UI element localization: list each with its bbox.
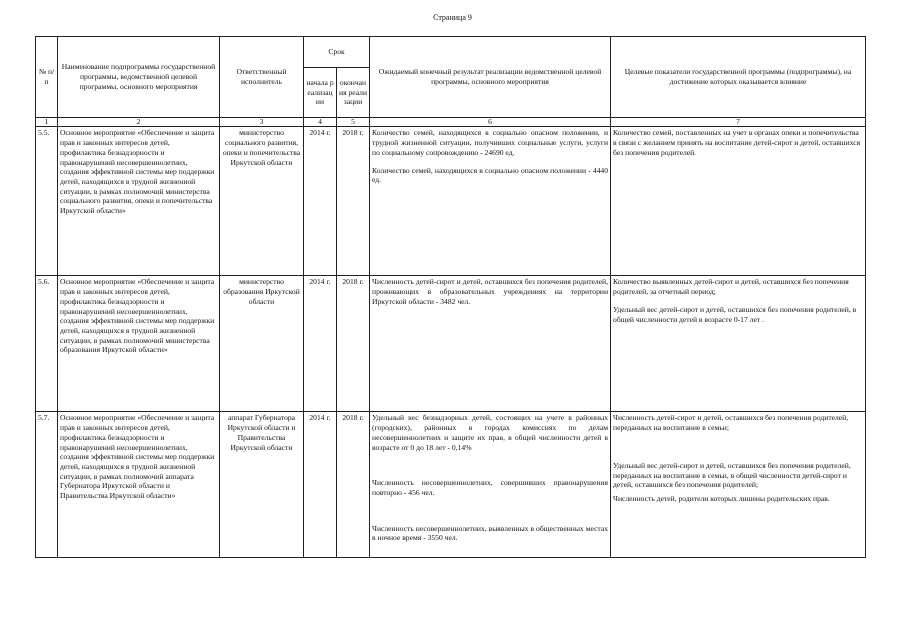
row-executor: министерство образования Иркутской области [220,276,304,412]
row-indicators [611,127,866,276]
row-result [370,412,611,558]
row-indicators [611,276,866,412]
row-name: Основное мероприятие «Обеспечение и защита прав и законных интересов детей, профилактика безнадзорности и правонарушений несовершеннолетних, создания эффективной системы мер поддержки детей, находящихся в трудной жизненной ситуации, в рамках полномочий министерства образования Иркутской области» [58,276,220,412]
row-executor: министерство социального развития, опеки и попечительства Иркутской области [220,127,304,276]
indicator-item: Количество выявленных детей-сирот и детей, оставшихся без попечения родителей, за отчетный период; [613,277,849,297]
row-number: 5.7. [36,412,58,558]
column-number-row [36,118,866,127]
indicator-item: Численность детей, родители которых лишены родительских прав. [613,493,830,503]
table-row [36,412,866,558]
header-start: начала реализации [304,68,337,118]
row-number: 5.6. [36,276,58,412]
header-row [36,37,866,68]
col-number: 4 [304,118,337,127]
header-end: окончания реализации [337,68,370,118]
indicator-item: Численность детей-сирот и детей, оставшихся без попечения родителей, переданных на воспитание в семьи; [613,413,849,433]
col-number: 5 [337,118,370,127]
result-item: Численность несовершеннолетних, выявленных в общественных местах в ночное время - 3550 чел. [372,523,609,543]
header-num: № п/п [36,37,58,118]
result-item: Количество семей, находящихся в социально опасном положении, и трудной жизненной ситуации, получивших социальные услуги, услуги по социальному сопровождению - 24690 ед. [372,128,609,157]
program-table [35,36,866,558]
row-start: 2014 г. [304,412,337,558]
row-name: Основное мероприятие «Обеспечение и защита прав и законных интересов детей, профилактика безнадзорности и правонарушений несовершеннолетних, создания эффективной системы мер поддержки детей, находящихся в трудной жизненной ситуации, в рамках полномочий аппарата Губернатора Иркутской области и Правительства Иркутской области» [58,412,220,558]
header-term: Срок [304,37,370,68]
row-indicators [611,412,866,558]
result-item: Численность несовершеннолетних, совершивших правонарушения повторно - 456 чел. [372,478,609,497]
result-item: Количество семей, находящихся в социально опасном положении - 4440 ед. [372,165,609,185]
row-end: 2018 г. [337,412,370,558]
indicator-item: Удельный вес детей-сирот и детей, оставшихся без попечения родителей, переданных на воспитание в семьи, в общей численности детей-сирот и детей, оставшихся без попечения родителей; [613,460,851,490]
result-item: Численность детей-сирот и детей, оставшихся без попечения родителей, проживающих в образовательных учреждениях на территории Иркутской области - 3482 чел. [372,277,609,306]
header-name: Наименование подпрограммы государственной программы, ведомственной целевой программы, основного мероприятия [58,37,220,118]
col-number: 3 [220,118,304,127]
row-result [370,276,611,412]
col-number: 7 [611,118,866,127]
table-row [36,127,866,276]
row-end: 2018 г. [337,276,370,412]
row-start: 2014 г. [304,276,337,412]
row-name: Основное мероприятие «Обеспечение и защита прав и законных интересов детей, профилактика безнадзорности и правонарушений несовершеннолетних, создания эффективной системы мер поддержки детей, находящихся в трудной жизненной ситуации, в рамках полномочий министерства социального развития, опеки и попечительства Иркутской области» [58,127,220,276]
indicator-item: Удельный вес детей-сирот и детей, оставшихся без попечения родителей, в общей численности детей в возрасте 0-17 лет . [613,304,857,324]
col-number: 1 [36,118,58,127]
row-end: 2018 г. [337,127,370,276]
row-start: 2014 г. [304,127,337,276]
header-indicators: Целевые показатели государственной программы (подпрограммы), на достижение которых оказывается влияние [611,37,866,118]
col-number: 6 [370,118,611,127]
indicator-item: Количество семей, поставленных на учет в органах опеки и попечительства в связи с желанием принять на воспитание детей-сирот и детей, оставшихся без попечения родителей. [613,128,861,157]
row-executor: аппарат Губернатора Иркутской области и Правительства Иркутской области [220,412,304,558]
row-number: 5.5. [36,127,58,276]
page-number: Страница 9 [433,13,472,22]
table-row [36,276,866,412]
header-executor: Ответственный исполнитель [220,37,304,118]
col-number: 2 [58,118,220,127]
result-item: Удельный вес безнадзорных детей, состоящих на учете в районных (городских), районных в городах комиссиях по делам несовершеннолетних и защите их прав, в общей численности детей в возрасте от 0 до 18 лет - 0,14% [372,413,609,452]
header-result: Ожидаемый конечный результат реализации ведомственной целевой программы, основного мероприятия [370,37,611,118]
row-result [370,127,611,276]
